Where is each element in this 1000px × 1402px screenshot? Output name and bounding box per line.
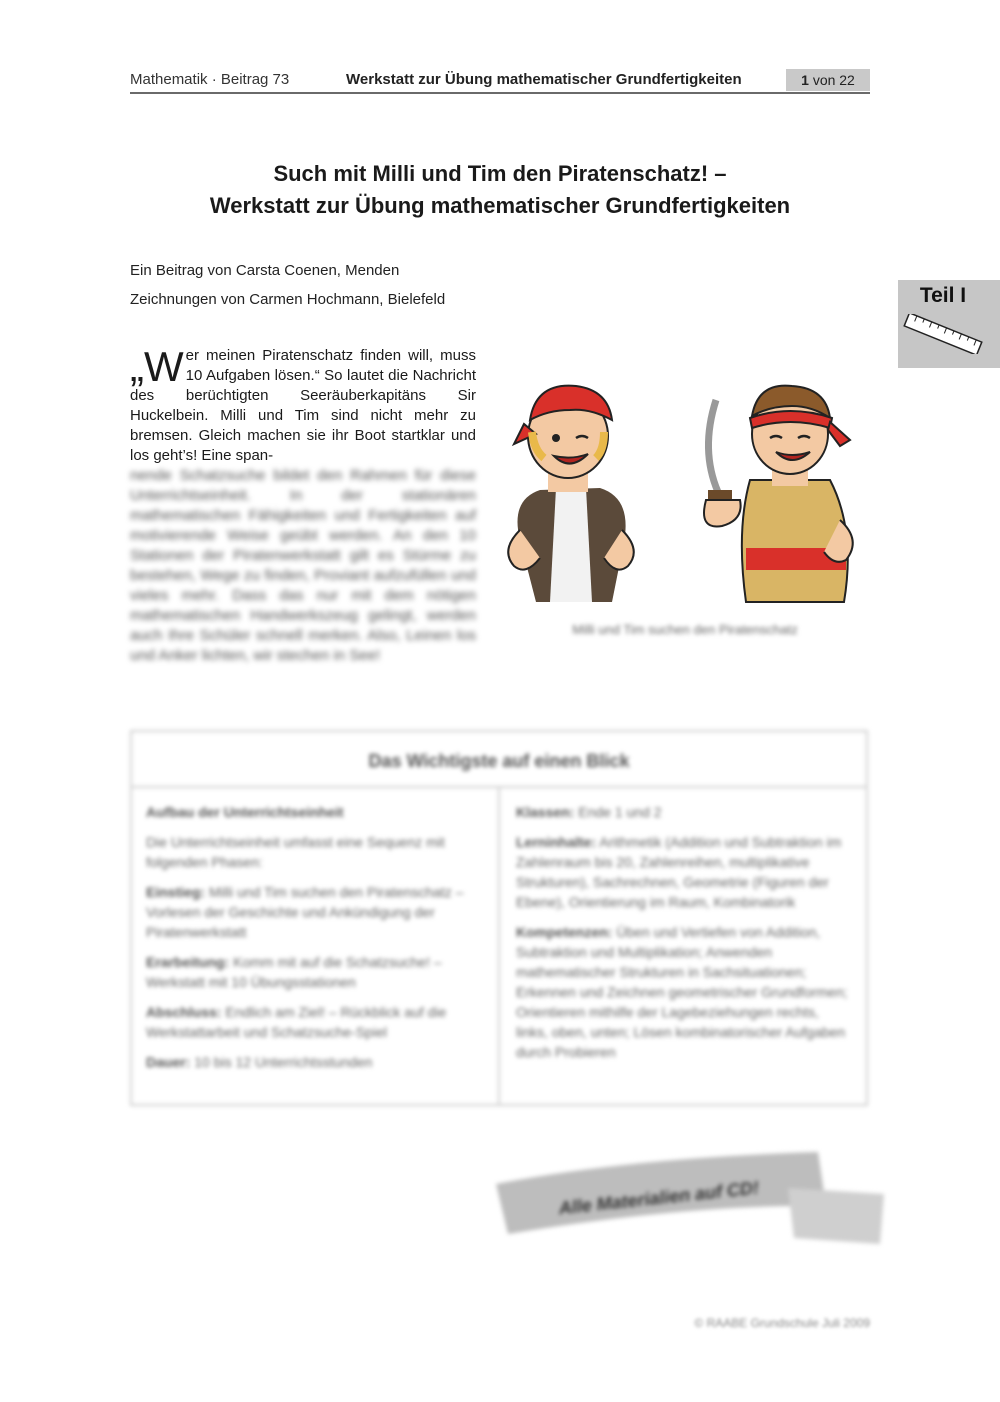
- drawings-credit: Zeichnungen von Carmen Hochmann, Bielefeld: [130, 291, 446, 308]
- overview-item: Einstieg: Milli und Tim suchen den Piratenschatz – Vorlesen der Geschichte und Ankündigung der Piratenwerkstatt: [146, 884, 464, 940]
- page-current: 1: [801, 72, 809, 88]
- document-title: [130, 158, 870, 222]
- ruler-icon: [902, 314, 984, 354]
- cd-banner-text: Alle Materialien auf CD!: [557, 1177, 760, 1219]
- overview-item: Dauer: 10 bis 12 Unterrichtsstunden: [146, 1054, 373, 1070]
- page-header: [130, 68, 870, 94]
- overview-heading: Das Wichtigste auf einen Blick: [132, 732, 866, 788]
- overview-item: Abschluss: Endlich am Ziel! – Rückblick auf die Werkstattarbeit und Schatzsuche-Spiel: [146, 1004, 447, 1040]
- drop-cap: „W: [130, 343, 184, 390]
- overview-left-title: Aufbau der Unterrichtseinheit: [146, 804, 344, 820]
- header-subject: Mathematik · Beitrag 73: [130, 71, 290, 88]
- overview-item: Erarbeitung: Komm mit auf die Schatzsuche! – Werkstatt mit 10 Übungsstationen: [146, 954, 442, 990]
- intro-visible-text: er meinen Piratenschatz finden will, muss 10 Aufgaben lösen.“ So lautet die Nachricht des berüchtigten Seeräuberkapitäns Sir Huckelbein. Milli und Tim sind nicht mehr zu bremsen. Gleich machen sie ihr Boot startklar und los geht’s! Eine span-: [130, 347, 476, 464]
- cd-banner: [488, 1148, 888, 1248]
- overview-item: Lerninhalte: Arithmetik (Addition und Subtraktion im Zahlenraum bis 20, Zahlenreihen, multiplikative Strukturen), Sachrechnen, Geometrie (Figuren der Ebene), Orientierung im Raum, Kombinatorik: [516, 834, 842, 910]
- tim-figure: [704, 386, 853, 602]
- page-number-badge: [786, 69, 870, 91]
- overview-item: Kompetenzen: Üben und Vertiefen von Addition, Subtraktion und Multiplikation; Anwenden mathematischer Strukturen in Sachsituationen; Erkennen und Zeichnen geometrischer Grundformen; Orientieren mithilfe der Lagebeziehungen rechts, links, oben, unten; Lösen kombinatorischer Aufgaben durch Probieren: [516, 924, 848, 1060]
- overview-right-column: [502, 788, 866, 1104]
- overview-left-intro: Die Unterrichtseinheit umfasst eine Sequenz mit folgenden Phasen:: [146, 834, 445, 870]
- overview-left-column: [132, 788, 500, 1104]
- credits: [130, 256, 445, 314]
- overview-item: Klassen: Ende 1 und 2: [516, 804, 662, 820]
- page-total: von 22: [812, 72, 855, 88]
- pirate-children-illustration: [500, 380, 870, 620]
- title-line-2: Werkstatt zur Übung mathematischer Grundfertigkeiten: [209, 193, 791, 218]
- overview-box: [130, 730, 868, 1106]
- title-line-1: Such mit Milli und Tim den Piratenschatz! –: [273, 161, 727, 186]
- section-tab-label: Teil I: [919, 284, 967, 307]
- copyright-footer: © RAABE Grundschule Juli 2009: [694, 1316, 870, 1330]
- section-tab: [898, 280, 1000, 368]
- author-credit: Ein Beitrag von Carsta Coenen, Menden: [130, 262, 400, 279]
- milli-figure: [508, 386, 634, 602]
- illustration-caption: Milli und Tim suchen den Piratenschatz: [572, 622, 798, 637]
- intro-text: [130, 343, 476, 666]
- header-title: Werkstatt zur Übung mathematischer Grundfertigkeiten: [346, 71, 742, 88]
- intro-blurred-text: nende Schatzsuche bildet den Rahmen für diese Unterrichtseinheit. In der stationären mathematischen Fähigkeiten und Fertigkeiten auf motivierende Weise geübt werden. An den 10 Stationen der Piratenwerkstatt gilt es Stürme zu bestehen, Wege zu finden, Proviant aufzufüllen und vieles mehr. Dass das nur mit dem nötigen mathematischen Handwerkszeug gelingt, werden auch Ihre Schüler schnell merken. Also, Leinen los und Anker lichten, wir stechen in See!: [130, 467, 476, 664]
